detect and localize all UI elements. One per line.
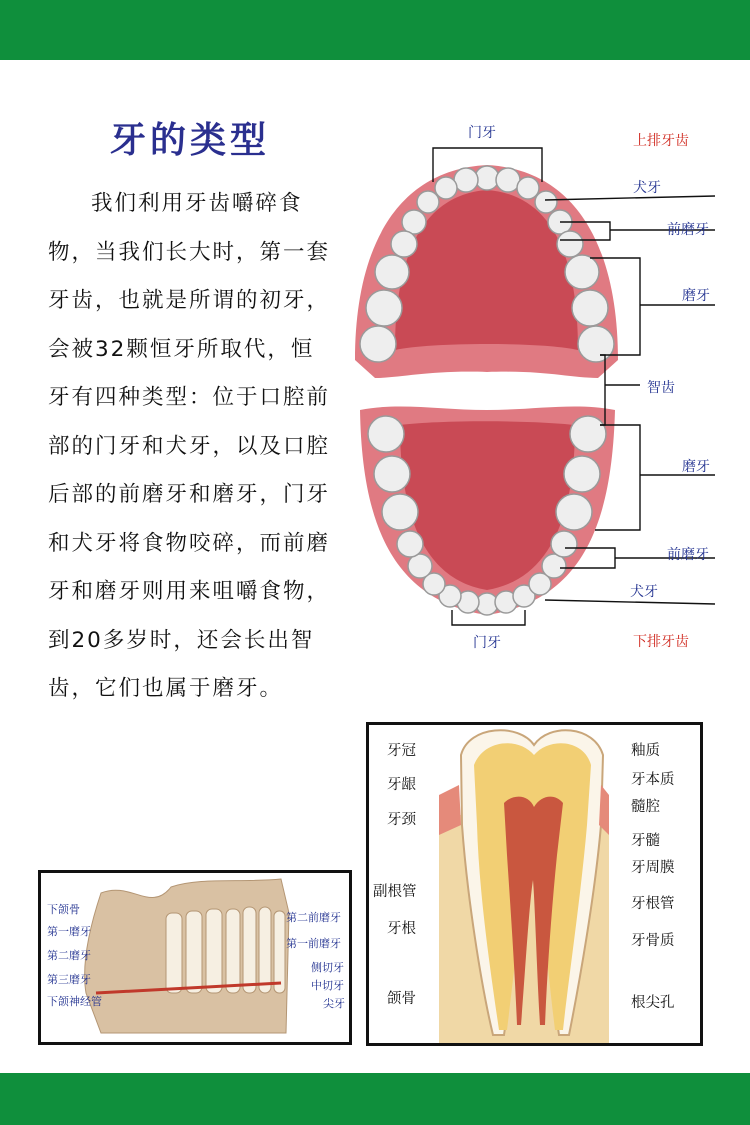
section-label-11: 牙根管 — [631, 896, 675, 912]
lower-tooth — [564, 456, 600, 492]
section-label-8: 髓腔 — [631, 799, 660, 815]
jaw-label-6: 第一前磨牙 — [286, 937, 341, 950]
label-upper-row: 上排牙齿 — [633, 133, 689, 149]
upper-tooth — [375, 255, 409, 289]
label-wisdom-tooth: 智齿 — [647, 380, 675, 396]
lower-tooth — [374, 456, 410, 492]
label-upper-premolar: 前磨牙 — [667, 222, 709, 238]
jaw-label-8: 中切牙 — [311, 979, 344, 992]
jaw-panel — [38, 870, 352, 1045]
jaw-label-7: 侧切牙 — [311, 961, 344, 974]
upper-tooth — [557, 231, 583, 257]
jaw-label-2: 第二磨牙 — [47, 949, 91, 962]
label-lower-molar: 磨牙 — [682, 459, 710, 475]
section-label-6: 釉质 — [631, 743, 660, 759]
section-label-2: 牙颈 — [387, 812, 416, 828]
lower-tooth — [397, 531, 423, 557]
lower-tooth — [551, 531, 577, 557]
jaw-label-9: 尖牙 — [323, 997, 345, 1010]
section-label-7: 牙本质 — [631, 772, 675, 788]
section-label-5: 颌骨 — [387, 991, 416, 1007]
label-lower-canine: 犬牙 — [630, 584, 658, 600]
upper-tooth — [517, 177, 539, 199]
section-label-12: 牙骨质 — [631, 933, 675, 949]
label-lower-row: 下排牙齿 — [633, 634, 689, 650]
upper-tooth — [578, 326, 614, 362]
section-label-0: 牙冠 — [387, 743, 416, 759]
section-label-1: 牙龈 — [387, 777, 416, 793]
label-upper-canine: 犬牙 — [633, 180, 661, 196]
lower-tooth — [382, 494, 418, 530]
jaw-label-4: 下颌神经管 — [47, 995, 102, 1008]
description-text: 我们利用牙齿嚼碎食物，当我们长大时，第一套牙齿，也就是所谓的初牙，会被32颗恒牙所取代，恒牙有四种类型：位于口腔前部的门牙和犬牙，以及口腔后部的前磨牙和磨牙，门牙和犬牙将食物咬碎，而前磨牙和磨牙则用来咀嚼食物，到20多岁时，还会长出智齿，它们也属于磨牙。 — [48, 191, 331, 701]
lower-tooth — [556, 494, 592, 530]
section-label-3: 副根管 — [373, 884, 417, 900]
upper-tooth — [475, 166, 499, 190]
section-label-13: 根尖孔 — [631, 995, 675, 1011]
upper-tooth — [572, 290, 608, 326]
jaw-label-1: 第一磨牙 — [47, 925, 91, 938]
section-label-10: 牙周膜 — [631, 860, 675, 876]
page-title: 牙的类型 — [110, 119, 271, 161]
upper-tooth — [366, 290, 402, 326]
label-upper-molar: 磨牙 — [682, 288, 710, 304]
lower-tooth — [570, 416, 606, 452]
jaw-label-5: 第二前磨牙 — [286, 911, 341, 924]
lower-tooth — [368, 416, 404, 452]
label-upper-incisors: 门牙 — [468, 125, 496, 141]
section-label-4: 牙根 — [387, 921, 416, 937]
upper-tooth — [535, 191, 557, 213]
tooth-section-panel — [366, 722, 703, 1046]
jaw-label-3: 第三磨牙 — [47, 973, 91, 986]
label-lower-incisors: 门牙 — [473, 635, 501, 651]
upper-tooth — [565, 255, 599, 289]
section-label-9: 牙髓 — [631, 833, 660, 849]
upper-tooth — [391, 231, 417, 257]
jaw-label-0: 下颌骨 — [47, 903, 80, 916]
upper-tooth — [417, 191, 439, 213]
upper-tooth — [435, 177, 457, 199]
upper-tooth — [360, 326, 396, 362]
label-lower-premolar: 前磨牙 — [667, 547, 709, 563]
